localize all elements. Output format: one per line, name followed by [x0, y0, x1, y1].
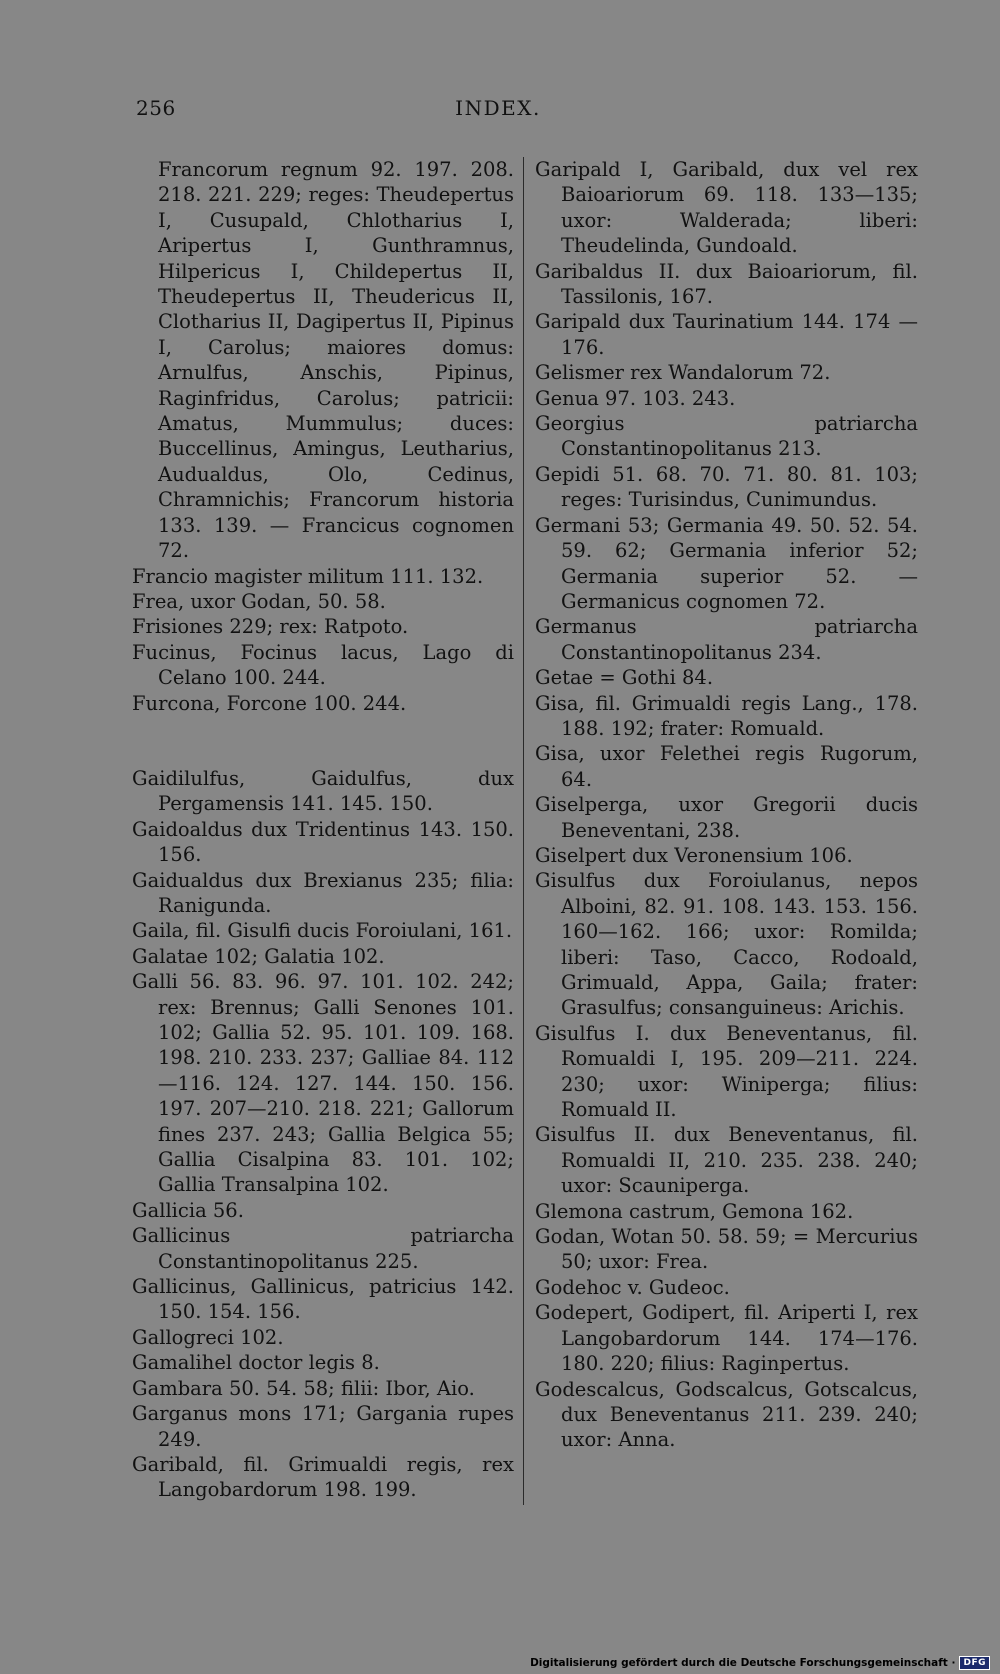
index-entry: Godehoc v. Gudeoc.: [535, 1275, 730, 1299]
index-entry: Gaidilulfus, Gaidulfus, dux Pergamensis 141. 145. 150.: [132, 766, 514, 816]
index-entry: Gaidoaldus dux Tridentinus 143. 150. 156.: [132, 817, 514, 867]
index-entry: Garganus mons 171; Gargania rupes 249.: [132, 1402, 514, 1451]
index-entry: Garipald I, Garibald, dux vel rex Baioariorum 69. 118. 133—135; uxor: Walderada; liberi: Theudelinda, Gundoald.: [535, 158, 918, 258]
index-entry: Gisulfus II. dux Beneventanus, fil. Romualdi II, 210. 235. 238. 240; uxor: Scauniperga.: [535, 1123, 918, 1198]
index-entry: Glemona castrum, Gemona 162.: [535, 1199, 854, 1223]
dfg-logo: DFG: [959, 1656, 990, 1670]
page-header: [136, 96, 860, 122]
column-divider: [523, 157, 524, 1505]
index-entry: Garipald dux Taurinatium 144. 174 —176.: [535, 310, 918, 359]
index-entry: Gallicinus, Gallinicus, patricius 142. 150. 154. 156.: [132, 1275, 514, 1324]
index-entry: Gallicinus patriarcha Constantinopolitanus 225.: [132, 1224, 514, 1273]
index-entry: Frisiones 229; rex: Ratpoto.: [132, 615, 409, 639]
index-entry: Gepidi 51. 68. 70. 71. 80. 81. 103; reges: Turisindus, Cunimundus.: [535, 462, 918, 512]
index-entry: Frea, uxor Godan, 50. 58.: [132, 589, 386, 613]
index-entry: Gisulfus dux Foroiulanus, nepos Alboini, 82. 91. 108. 143. 153. 156. 160—162. 166; uxor: Romilda; liberi: Taso, Cacco, Rodoald, Grimuald, Appa, Gaila; frater: Grasulfus; consanguineus: Arichis.: [535, 869, 918, 1020]
index-entry: Gisa, uxor Felethei regis Rugorum, 64.: [535, 742, 918, 791]
index-entry: Gambara 50. 54. 58; filii: Ibor, Aio.: [132, 1376, 475, 1400]
index-entry: Godescalcus, Godscalcus, Gotscalcus, dux Beneventanus 211. 239. 240; uxor: Anna.: [535, 1377, 918, 1452]
index-entry: Fucinus, Focinus lacus, Lago di Celano 100. 244.: [132, 640, 514, 690]
index-entry: Genua 97. 103. 243.: [535, 386, 736, 410]
index-column-right: [535, 157, 918, 1453]
index-entry: Furcona, Forcone 100. 244.: [132, 691, 407, 715]
index-entry: Gamalihel doctor legis 8.: [132, 1351, 380, 1375]
index-entry: Godan, Wotan 50. 58. 59; = Mercurius 50; uxor: Frea.: [535, 1225, 918, 1274]
index-entry: Francorum regnum 92. 197. 208. 218. 221. 229; reges: Theudepertus I, Cusupald, Chlotharius I, Aripertus I, Gunthramnus, Hilpericus I, Childepertus II, Theudepertus II, Theudericus II, Clotharius II, Dagipertus II, Pipinus I, Carolus; maiores domus: Arnulfus, Anschis, Pipinus, Raginfridus, Carolus; patricii: Amatus, Mummulus; duces: Buccellinus, Amingus, Leutharius, Audualdus, Olo, Cedinus, Chramnichis; Francorum historia 133. 139. — Francicus cognomen 72.: [158, 158, 514, 563]
index-entry: Gallogreci 102.: [132, 1325, 284, 1349]
index-entry: Giselperga, uxor Gregorii ducis Beneventani, 238.: [535, 793, 918, 842]
footer-credit: [530, 1656, 990, 1670]
section-gap: [132, 716, 514, 766]
index-entry: Germani 53; Germania 49. 50. 52. 54. 59. 62; Germania inferior 52; Germania superior 52. — Germanicus cognomen 72.: [535, 513, 918, 613]
index-entry: Godepert, Godipert, fil. Ariperti I, rex Langobardorum 144. 174—176. 180. 220; filius: Raginpertus.: [535, 1301, 918, 1376]
index-entry: Garibald, fil. Grimualdi regis, rex Langobardorum 198. 199.: [132, 1452, 514, 1502]
index-entry: Georgius patriarcha Constantinopolitanus 213.: [535, 412, 918, 461]
index-entry: Germanus patriarcha Constantinopolitanus 234.: [535, 615, 918, 664]
index-entry: Garibaldus II. dux Baioariorum, fil. Tassilonis, 167.: [535, 259, 918, 309]
index-entry: Gisulfus I. dux Beneventanus, fil. Romualdi I, 195. 209—211. 224. 230; uxor: Winiperga; filius: Romuald II.: [535, 1021, 918, 1122]
index-entry: Gelismer rex Wandalorum 72.: [535, 361, 831, 385]
footer-credit-text: Digitalisierung gefördert durch die Deutsche Forschungsgemeinschaft ·: [530, 1657, 956, 1669]
running-head: INDEX.: [455, 96, 541, 120]
index-entry: Gallicia 56.: [132, 1198, 244, 1222]
index-entry: Gaidualdus dux Brexianus 235; filia: Ranigunda.: [132, 868, 514, 917]
index-entry: Gaila, fil. Gisulfi ducis Foroiulani, 161.: [132, 919, 513, 943]
page-number: 256: [136, 96, 176, 120]
index-entry: Giselpert dux Veronensium 106.: [535, 843, 853, 867]
index-column-left: [132, 157, 514, 1503]
index-entry: Galli 56. 83. 96. 97. 101. 102. 242; rex: Brennus; Galli Senones 101. 102; Gallia 52. 95. 101. 109. 168. 198. 210. 233. 237; Galliae 84. 112—116. 124. 127. 144. 150. 156. 197. 207—210. 218. 221; Gallorum fines 237. 243; Gallia Belgica 55; Gallia Cisalpina 83. 101. 102; Gallia Transalpina 102.: [132, 970, 514, 1197]
index-entry: Galatae 102; Galatia 102.: [132, 944, 385, 968]
index-entry: Getae = Gothi 84.: [535, 666, 714, 690]
index-entry: Francio magister militum 111. 132.: [132, 564, 484, 588]
index-entry: Gisa, fil. Grimualdi regis Lang., 178. 188. 192; frater: Romuald.: [535, 691, 918, 740]
